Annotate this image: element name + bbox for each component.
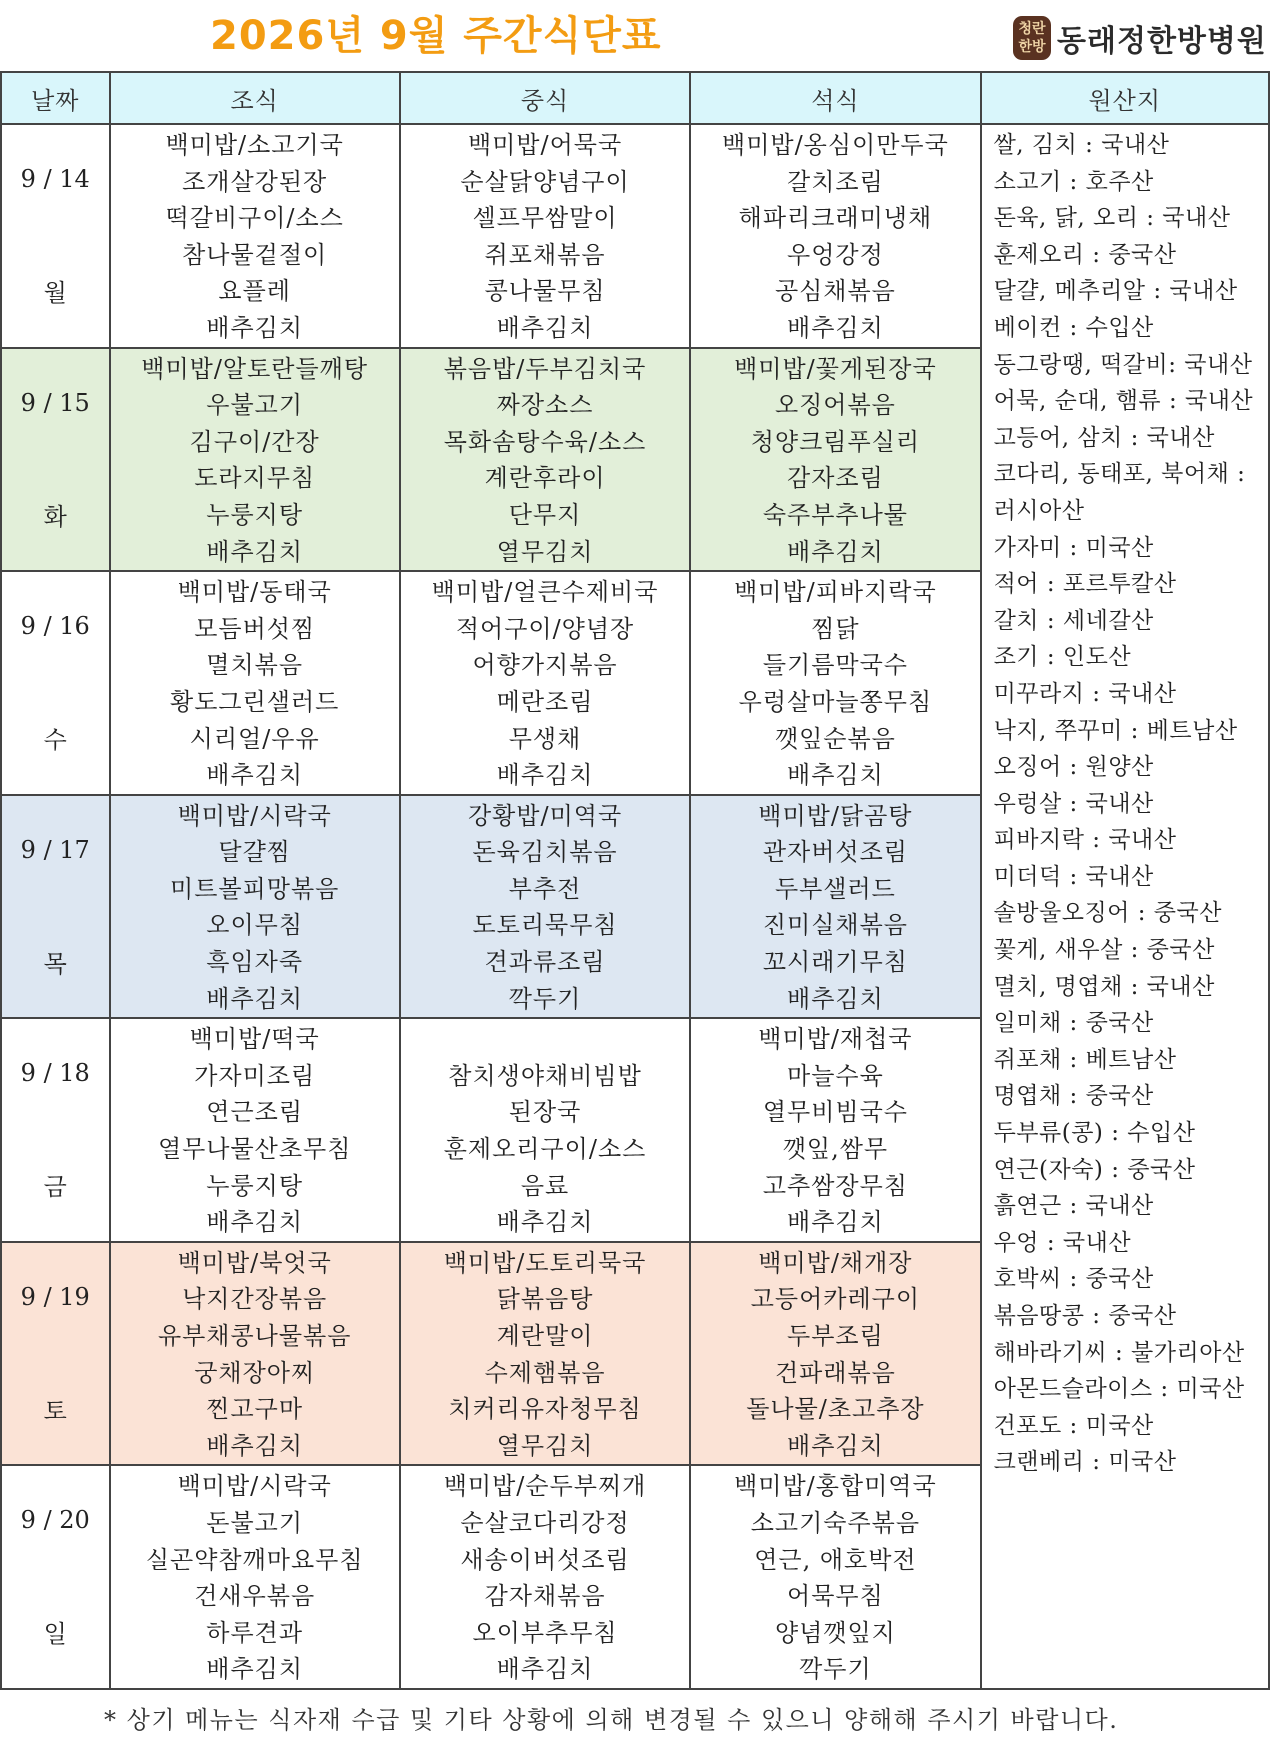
menu-item: 우불고기 bbox=[206, 391, 304, 420]
day-of-week: 화 bbox=[43, 502, 67, 531]
hospital-logo bbox=[1013, 14, 1267, 62]
menu-item: 돈불고기 bbox=[206, 1508, 304, 1537]
origin-item: 적어 : 포르투칼산 bbox=[993, 571, 1177, 598]
origin-item: 러시아산 bbox=[993, 497, 1085, 524]
menu-item: 배추김치 bbox=[496, 1655, 594, 1684]
origin-item: 동그랑땡, 떡갈비: 국내산 bbox=[993, 351, 1253, 378]
menu-item: 배추김치 bbox=[496, 1208, 594, 1237]
lunch-cell bbox=[400, 571, 690, 795]
origin-item: 건포도 : 미국산 bbox=[993, 1412, 1154, 1439]
menu-item: 깻잎순볶음 bbox=[774, 724, 896, 753]
menu-item: 열무비빔국수 bbox=[762, 1098, 908, 1127]
menu-item: 가자미조림 bbox=[194, 1061, 316, 1090]
origin-item: 소고기 : 호주산 bbox=[993, 168, 1154, 195]
origin-item: 훈제오리 : 중국산 bbox=[993, 241, 1177, 268]
menu-item: 목화솜탕수육/소스 bbox=[443, 427, 647, 456]
lunch-cell bbox=[400, 1018, 690, 1242]
header-dinner: 석식 bbox=[690, 72, 980, 124]
menu-item: 들기름막국수 bbox=[762, 651, 908, 680]
menu-item: 배추김치 bbox=[787, 537, 884, 566]
menu-item: 낙지간장볶음 bbox=[182, 1285, 328, 1314]
menu-item: 배추김치 bbox=[496, 313, 594, 342]
menu-item: 배추김치 bbox=[206, 1208, 304, 1237]
menu-item: 찐고구마 bbox=[206, 1395, 304, 1424]
menu-item: 참나물겉절이 bbox=[182, 240, 328, 269]
logo-mark-icon: 청란 한방 bbox=[1013, 16, 1051, 60]
origin-item: 피바지락 : 국내산 bbox=[993, 827, 1177, 854]
menu-item: 두부샐러드 bbox=[774, 874, 896, 903]
menu-item: 백미밥/순두부찌개 bbox=[443, 1472, 647, 1501]
day-of-week: 월 bbox=[43, 279, 67, 307]
menu-item: 순살닭양념구이 bbox=[460, 167, 630, 196]
menu-item: 하루견과 bbox=[206, 1618, 304, 1647]
dinner-cell bbox=[690, 795, 980, 1019]
origin-item: 쌀, 김치 : 국내산 bbox=[993, 132, 1170, 158]
breakfast-cell bbox=[110, 795, 400, 1019]
date-number: 9 / 19 bbox=[20, 1282, 90, 1311]
menu-item: 실곤약참깨마요무침 bbox=[145, 1545, 364, 1574]
origin-item: 크랜베리 : 미국산 bbox=[993, 1449, 1177, 1476]
menu-item: 된장국 bbox=[508, 1098, 582, 1127]
menu-item: 감자채볶음 bbox=[484, 1582, 606, 1611]
menu-item: 치커리유자청무침 bbox=[448, 1395, 642, 1424]
menu-item: 배추김치 bbox=[787, 1208, 884, 1237]
dinner-cell bbox=[690, 571, 980, 795]
menu-item: 도라지무침 bbox=[194, 464, 316, 493]
origin-item: 고등어, 삼치 : 국내산 bbox=[993, 424, 1215, 451]
origin-item: 아몬드슬라이스 : 미국산 bbox=[993, 1376, 1245, 1403]
origin-item: 연근(자숙) : 중국산 bbox=[993, 1156, 1196, 1183]
origin-item: 미꾸라지 : 국내산 bbox=[993, 680, 1177, 707]
origin-cell bbox=[981, 124, 1269, 1689]
menu-item: 백미밥/시락국 bbox=[177, 801, 332, 830]
origin-item: 호박씨 : 중국산 bbox=[993, 1266, 1154, 1293]
origin-item: 볶음땅콩 : 중국산 bbox=[993, 1303, 1177, 1329]
origin-item: 코다리, 동태포, 북어채 : bbox=[993, 461, 1246, 488]
day-row bbox=[1, 124, 1269, 348]
header-lunch: 중식 bbox=[400, 72, 690, 124]
origin-item: 해바라기씨 : 불가리아산 bbox=[993, 1339, 1245, 1366]
origin-item: 꽃게, 새우살 : 중국산 bbox=[993, 937, 1215, 964]
menu-item: 누룽지탕 bbox=[206, 500, 304, 529]
origin-item: 갈치 : 세네갈산 bbox=[993, 607, 1154, 634]
menu-item: 두부조림 bbox=[787, 1322, 884, 1350]
menu-item: 달걀찜 bbox=[218, 838, 291, 867]
menu-item: 소고기숙주볶음 bbox=[750, 1508, 921, 1537]
menu-item: 백미밥/도토리묵국 bbox=[443, 1248, 647, 1277]
footnote: * 상기 메뉴는 식자재 수급 및 기타 상황에 의해 변경될 수 있으니 양해해 주시기 바랍니다. bbox=[104, 1706, 1119, 1734]
day-of-week: 일 bbox=[43, 1620, 67, 1649]
date-cell bbox=[1, 1465, 110, 1689]
menu-item: 궁채장아찌 bbox=[194, 1358, 316, 1387]
origin-item: 미더덕 : 국내산 bbox=[993, 863, 1154, 890]
menu-item: 유부채콩나물볶음 bbox=[157, 1322, 352, 1350]
menu-item: 숙주부추나물 bbox=[762, 500, 908, 529]
page-title: 2026년 9월 주간식단표 bbox=[210, 13, 662, 59]
menu-item: 누룽지탕 bbox=[206, 1171, 304, 1200]
menu-item: 백미밥/소고기국 bbox=[165, 131, 344, 159]
menu-item: 감자조림 bbox=[787, 464, 884, 493]
menu-item: 백미밥/옹심이만두국 bbox=[722, 131, 949, 159]
menu-item: 볶음밥/두부김치국 bbox=[443, 354, 647, 383]
breakfast-cell bbox=[110, 1242, 400, 1466]
menu-item: 도토리묵무침 bbox=[472, 911, 618, 940]
menu-item: 무생채 bbox=[508, 724, 582, 753]
menu-item: 어묵무침 bbox=[787, 1582, 884, 1611]
menu-item: 해파리크래미냉채 bbox=[738, 204, 933, 233]
menu-item: 계란말이 bbox=[496, 1322, 594, 1350]
origin-item: 어묵, 순대, 햄류 : 국내산 bbox=[993, 388, 1254, 415]
menu-item: 오이부추무침 bbox=[472, 1618, 618, 1647]
menu-item: 단무지 bbox=[508, 500, 582, 529]
menu-item: 부추전 bbox=[508, 874, 582, 903]
menu-item: 관자버섯조림 bbox=[762, 838, 908, 867]
menu-item: 참치생야채비빔밥 bbox=[448, 1061, 642, 1090]
menu-item: 진미실채볶음 bbox=[762, 911, 908, 940]
menu-item: 멸치볶음 bbox=[206, 651, 304, 680]
menu-item: 백미밥/동태국 bbox=[177, 578, 332, 607]
date-cell bbox=[1, 124, 110, 348]
origin-item: 낙지, 쭈꾸미 : 베트남산 bbox=[993, 717, 1238, 744]
date-number: 9 / 17 bbox=[20, 835, 90, 864]
origin-item: 돈육, 닭, 오리 : 국내산 bbox=[993, 205, 1231, 232]
breakfast-cell bbox=[110, 1465, 400, 1689]
header-date: 날짜 bbox=[1, 72, 110, 124]
menu-item: 열무나물산초무침 bbox=[157, 1135, 352, 1164]
dinner-cell bbox=[690, 124, 980, 348]
menu-item: 백미밥/피바지락국 bbox=[734, 578, 937, 607]
menu-item: 배추김치 bbox=[206, 761, 304, 790]
origin-item: 일미채 : 중국산 bbox=[993, 1010, 1154, 1037]
menu-item: 고등어카레구이 bbox=[750, 1285, 921, 1314]
menu-item: 쥐포채볶음 bbox=[484, 240, 606, 269]
menu-item: 건새우볶음 bbox=[194, 1582, 316, 1611]
menu-item: 오징어볶음 bbox=[774, 391, 896, 420]
breakfast-cell bbox=[110, 571, 400, 795]
menu-item: 연근조림 bbox=[206, 1098, 304, 1127]
menu-item: 모듬버섯찜 bbox=[194, 614, 316, 643]
menu-item: 견과류조림 bbox=[484, 948, 606, 977]
menu-item: 양념깻잎지 bbox=[774, 1618, 896, 1647]
menu-item: 백미밥/어묵국 bbox=[467, 131, 623, 159]
menu-item: 백미밥/꽃게된장국 bbox=[734, 354, 937, 383]
menu-item: 돌나물/초고추장 bbox=[746, 1395, 925, 1424]
menu-item: 갈치조림 bbox=[787, 167, 884, 196]
origin-item: 오징어 : 원양산 bbox=[993, 754, 1154, 781]
date-number: 9 / 18 bbox=[20, 1059, 90, 1088]
menu-item: 셀프무쌈말이 bbox=[472, 204, 618, 233]
menu-item: 배추김치 bbox=[206, 1655, 304, 1684]
origin-item: 흙연근 : 국내산 bbox=[993, 1193, 1154, 1220]
menu-item: 백미밥/홍합미역국 bbox=[734, 1472, 937, 1501]
menu-item: 음료 bbox=[520, 1171, 570, 1200]
menu-item: 마늘수육 bbox=[787, 1061, 884, 1090]
hospital-name: 동래정한방병원 bbox=[1057, 24, 1267, 59]
menu-item: 찜닭 bbox=[811, 614, 860, 643]
origin-item: 달걀, 메추리알 : 국내산 bbox=[993, 278, 1238, 305]
origin-item: 조기 : 인도산 bbox=[993, 644, 1132, 671]
header-breakfast: 조식 bbox=[110, 72, 400, 124]
menu-item: 배추김치 bbox=[206, 984, 304, 1013]
day-of-week: 수 bbox=[43, 726, 67, 755]
breakfast-cell bbox=[110, 1018, 400, 1242]
menu-item: 배추김치 bbox=[496, 761, 594, 790]
menu-item: 배추김치 bbox=[787, 1431, 884, 1460]
header-row bbox=[1, 72, 1269, 124]
date-number: 9 / 16 bbox=[20, 612, 90, 641]
menu-item: 열무김치 bbox=[496, 1431, 594, 1460]
menu-item: 우렁살마늘쫑무침 bbox=[738, 687, 933, 716]
origin-item: 쥐포채 : 베트남산 bbox=[993, 1046, 1177, 1073]
date-number: 9 / 20 bbox=[20, 1506, 90, 1535]
date-number: 9 / 14 bbox=[20, 165, 90, 193]
menu-item: 꼬시래기무침 bbox=[762, 948, 908, 977]
menu-item: 백미밥/닭곰탕 bbox=[758, 801, 913, 830]
menu-item: 배추김치 bbox=[787, 984, 884, 1013]
dinner-cell bbox=[690, 1242, 980, 1466]
menu-item: 우엉강정 bbox=[787, 240, 884, 269]
menu-item: 적어구이/양념장 bbox=[455, 614, 635, 643]
breakfast-cell bbox=[110, 124, 400, 348]
menu-item: 백미밥/시락국 bbox=[177, 1472, 332, 1501]
menu-item: 백미밥/북엇국 bbox=[177, 1248, 332, 1277]
date-cell bbox=[1, 571, 110, 795]
menu-item: 수제햄볶음 bbox=[484, 1358, 606, 1387]
menu-item: 청양크림푸실리 bbox=[750, 427, 921, 456]
menu-item: 백미밥/재첩국 bbox=[758, 1025, 913, 1054]
menu-item: 콩나물무침 bbox=[484, 277, 606, 306]
menu-item: 요플레 bbox=[218, 277, 291, 306]
dinner-cell bbox=[690, 1018, 980, 1242]
menu-item: 배추김치 bbox=[206, 1431, 304, 1460]
dinner-cell bbox=[690, 1465, 980, 1689]
origin-item: 베이컨 : 수입산 bbox=[993, 314, 1154, 341]
date-number: 9 / 15 bbox=[20, 388, 90, 417]
menu-item: 오이무침 bbox=[206, 911, 304, 940]
breakfast-cell bbox=[110, 348, 400, 572]
origin-item: 멸치, 명엽채 : 국내산 bbox=[993, 973, 1215, 1000]
menu-item: 배추김치 bbox=[206, 537, 304, 566]
day-of-week: 금 bbox=[43, 1173, 67, 1202]
menu-item: 공심채볶음 bbox=[774, 277, 896, 306]
header-origin: 원산지 bbox=[981, 72, 1269, 124]
day-of-week: 목 bbox=[43, 949, 67, 978]
menu-item: 어향가지볶음 bbox=[472, 651, 618, 680]
menu-item: 계란후라이 bbox=[484, 464, 606, 493]
menu-item: 닭볶음탕 bbox=[496, 1285, 594, 1314]
lunch-cell bbox=[400, 1242, 690, 1466]
origin-item: 두부류(콩) : 수입산 bbox=[993, 1120, 1196, 1147]
menu-item: 깻잎,쌈무 bbox=[782, 1135, 889, 1164]
menu-item: 강황밥/미역국 bbox=[467, 801, 623, 830]
lunch-cell bbox=[400, 124, 690, 348]
date-cell bbox=[1, 795, 110, 1019]
menu-item: 백미밥/채개장 bbox=[758, 1248, 913, 1277]
menu-item: 황도그린샐러드 bbox=[170, 687, 340, 716]
menu-item: 백미밥/알토란들깨탕 bbox=[141, 354, 369, 383]
menu-item: 연근, 애호박전 bbox=[754, 1545, 917, 1574]
menu-item: 배추김치 bbox=[206, 313, 304, 342]
menu-item: 시리얼/우유 bbox=[189, 724, 320, 753]
dinner-cell bbox=[690, 348, 980, 572]
day-of-week: 토 bbox=[43, 1396, 67, 1425]
menu-item: 떡갈비구이/소스 bbox=[165, 204, 344, 233]
origin-item: 우렁살 : 국내산 bbox=[993, 790, 1154, 817]
menu-item: 백미밥/떡국 bbox=[189, 1025, 320, 1054]
lunch-cell bbox=[400, 795, 690, 1019]
menu-item: 짜장소스 bbox=[496, 391, 594, 420]
menu-item: 열무김치 bbox=[496, 537, 594, 566]
origin-item: 가자미 : 미국산 bbox=[993, 534, 1154, 561]
menu-item: 새송이버섯조림 bbox=[460, 1545, 630, 1574]
lunch-cell bbox=[400, 1465, 690, 1689]
menu-item: 백미밥/얼큰수제비국 bbox=[431, 578, 659, 607]
weekly-menu-table bbox=[0, 71, 1270, 1690]
menu-item: 배추김치 bbox=[787, 313, 884, 342]
menu-item: 깍두기 bbox=[799, 1655, 872, 1684]
menu-item: 배추김치 bbox=[787, 761, 884, 790]
menu-item: 건파래볶음 bbox=[774, 1358, 896, 1387]
menu-item: 흑임자죽 bbox=[206, 948, 304, 977]
menu-item: 순살코다리강정 bbox=[460, 1508, 630, 1537]
origin-item: 솔방울오징어 : 중국산 bbox=[993, 900, 1222, 927]
menu-item: 돈육김치볶음 bbox=[472, 838, 618, 867]
menu-item: 고추쌈장무침 bbox=[762, 1171, 908, 1200]
menu-item: 김구이/간장 bbox=[189, 427, 320, 456]
origin-item: 우엉 : 국내산 bbox=[993, 1229, 1132, 1256]
menu-item: 조개살강된장 bbox=[182, 167, 328, 196]
origin-item: 명엽채 : 중국산 bbox=[993, 1083, 1154, 1110]
menu-item: 메란조림 bbox=[496, 687, 594, 716]
date-cell bbox=[1, 1242, 110, 1466]
lunch-cell bbox=[400, 348, 690, 572]
menu-item: 훈제오리구이/소스 bbox=[443, 1135, 647, 1164]
date-cell bbox=[1, 1018, 110, 1242]
menu-item: 미트볼피망볶음 bbox=[170, 874, 340, 903]
menu-item: 깍두기 bbox=[508, 984, 582, 1013]
date-cell bbox=[1, 348, 110, 572]
